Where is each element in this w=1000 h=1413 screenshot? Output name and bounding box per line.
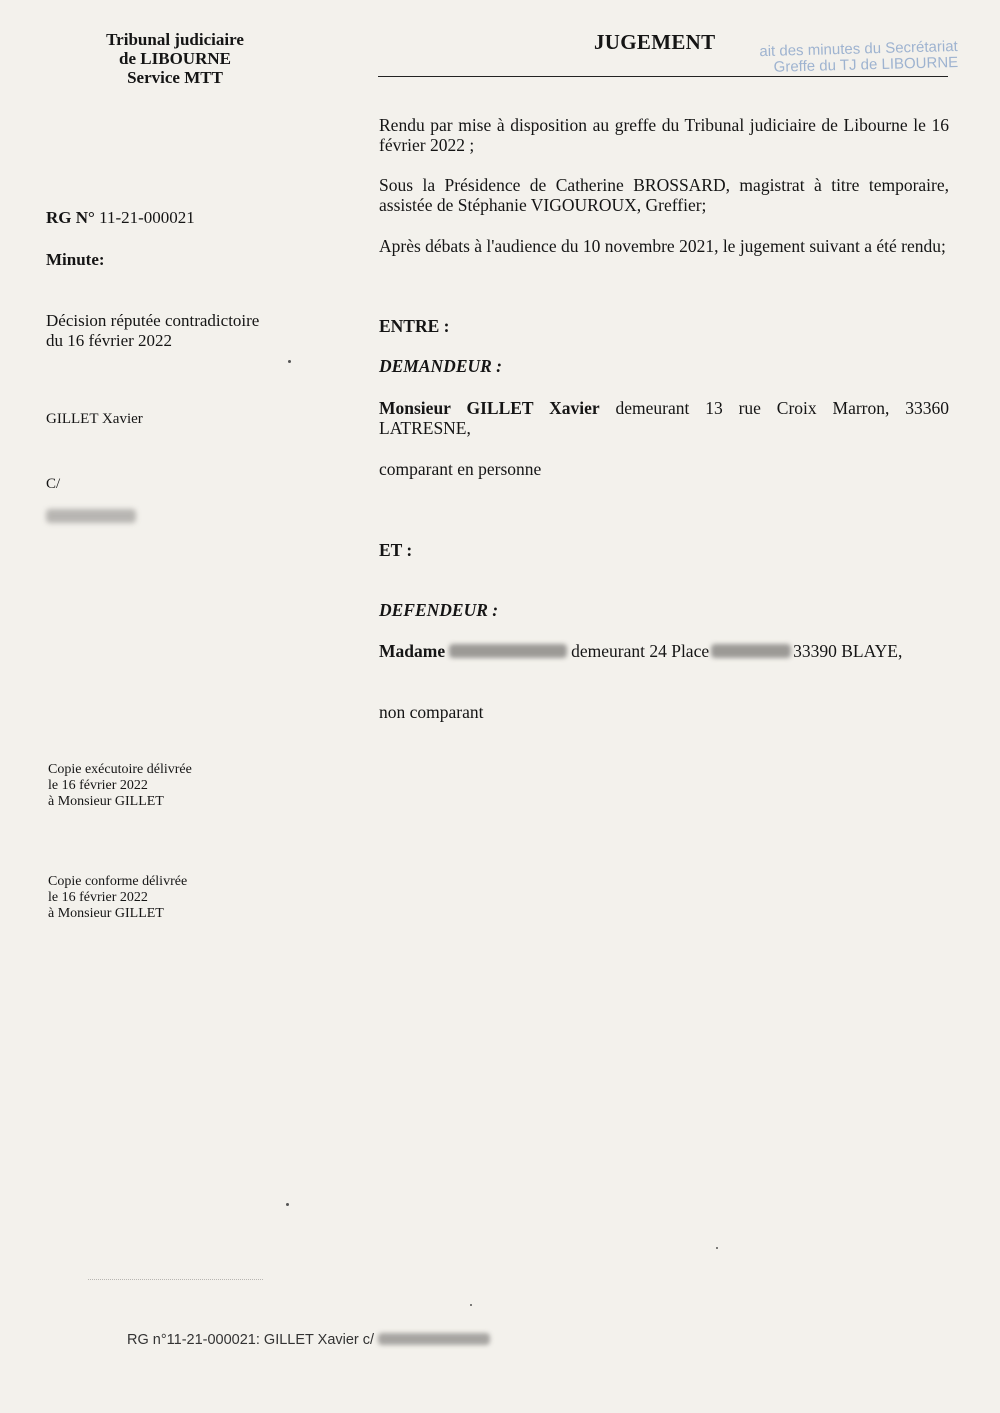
plaintiff-short-name: GILLET Xavier [46,411,143,427]
copy-executoire-note [46,762,246,810]
copy-conforme-line-1: Copie conforme délivrée [48,874,188,889]
footer-divider [88,1279,263,1280]
copy-executoire-line-3: à Monsieur GILLET [48,794,164,809]
plaintiff-heading: DEMANDEUR : [379,356,503,376]
paper-speck [470,1304,472,1306]
redacted-defendant-name [46,509,136,523]
copy-executoire-line-2: le 16 février 2022 [48,778,148,793]
copy-executoire-line-1: Copie exécutoire délivrée [48,762,192,777]
plaintiff-name: Monsieur GILLET Xavier [379,398,600,418]
page-footer [127,1332,494,1348]
redacted-street-name [711,644,791,658]
footer-reference: RG n°11-21-000021: GILLET Xavier c/ [127,1332,375,1348]
plaintiff-address: demeurant 13 rue Croix Marron, 33360 LATRESNE, [379,398,949,438]
case-number-value: 11-21-000021 [99,208,195,227]
defendant-title: Madame [379,641,446,661]
plaintiff-appearance: comparant en personne [379,459,542,479]
defendant-appearance: non comparant [379,702,484,722]
rendering-paragraph: Rendu par mise à disposition au greffe du Tribunal judiciaire de Libourne le 16 février 2022 ; [379,115,949,155]
stamp-line-2: Greffe du TJ de LIBOURNE [773,53,959,76]
copy-conforme-note [46,874,246,922]
case-number [46,208,346,228]
defendant-address-end: 33390 BLAYE, [793,641,903,661]
presidency-paragraph: Sous la Présidence de Catherine BROSSARD, magistrat à titre temporaire, assistée de Stéphanie VIGOUROUX, Greffier; [379,175,949,215]
decision-type-line-1: Décision réputée contradictoire [46,311,260,330]
copy-conforme-line-2: le 16 février 2022 [48,890,148,905]
court-header [60,30,290,87]
court-city: de LIBOURNE [119,49,231,68]
document-title: JUGEMENT [594,30,716,54]
between-heading: ENTRE : [379,316,450,336]
decision-date: du 16 février 2022 [46,331,173,350]
court-service: Service MTT [127,68,223,87]
hearing-paragraph: Après débats à l'audience du 10 novembre 2021, le jugement suivant a été rendu; [379,236,946,256]
title-divider [378,76,948,77]
defendant-details [379,641,949,661]
and-heading: ET : [379,540,413,560]
paper-speck [288,360,291,363]
reverse-side-show-through [165,195,950,425]
stamp-line-1: ait des minutes du Secrétariat [759,37,958,61]
case-number-label: RG N° [46,208,95,227]
decision-type [46,311,306,351]
paper-speck [716,1247,718,1249]
minute-label: Minute: [46,250,105,269]
redacted-footer-name [378,1333,490,1345]
versus-label: C/ [46,476,61,492]
plaintiff-details [379,398,949,438]
copy-conforme-line-3: à Monsieur GILLET [48,906,164,921]
court-name: Tribunal judiciaire [106,30,244,49]
redacted-defendant-fullname [449,644,567,658]
defendant-address-start: demeurant 24 Place [571,641,710,661]
registry-stamp [726,39,959,77]
paper-speck [286,1203,289,1206]
defendant-heading: DEFENDEUR : [379,600,499,620]
